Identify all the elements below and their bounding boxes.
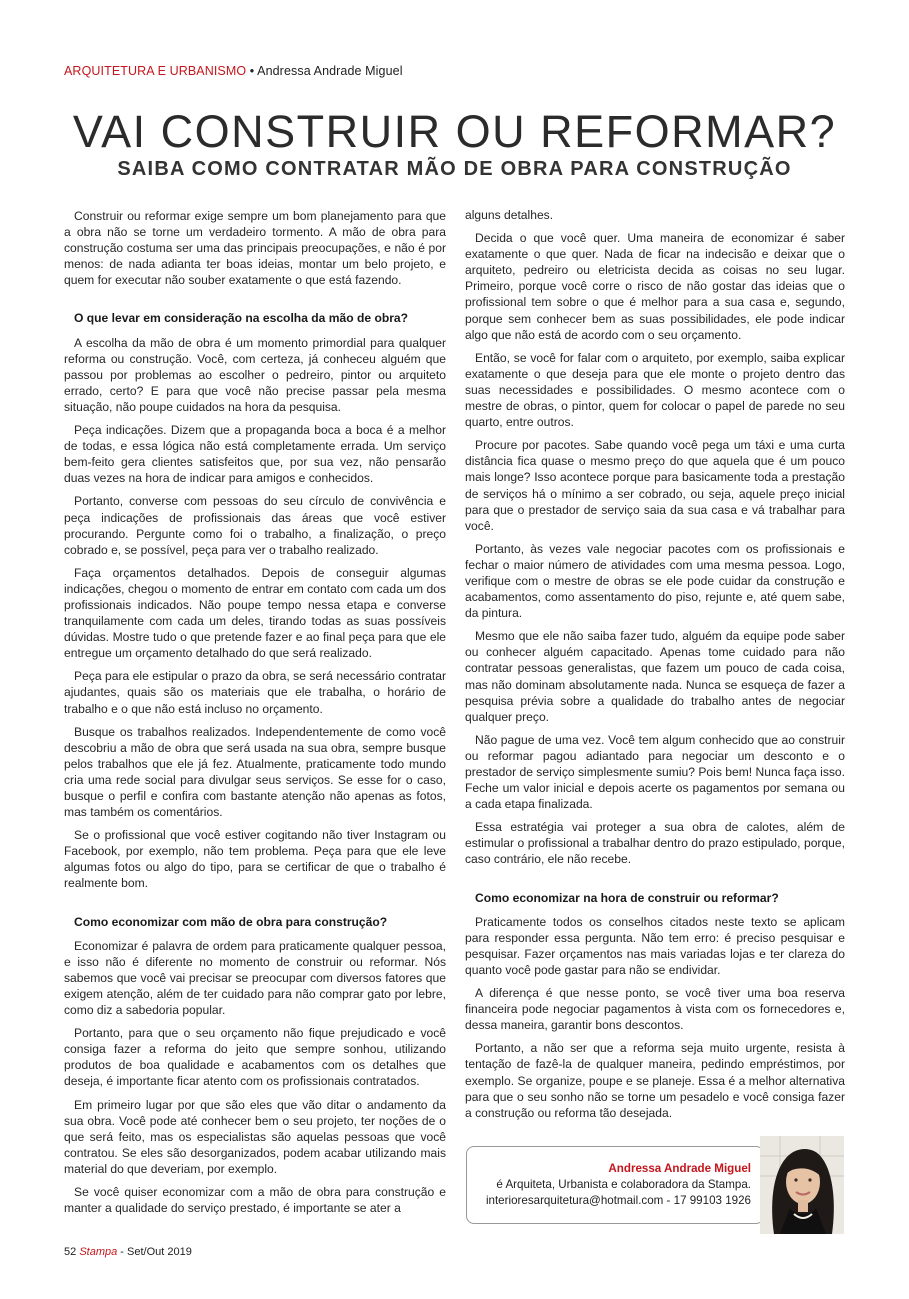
page-number: 52 [64,1246,77,1258]
paragraph: Peça indicações. Dizem que a propaganda boca a boca é a melhor de todas, e essa lógica não está completamente errada. Um serviço bem-feito gera clientes satisfeitos que, por sua vez, não pensarão duas vezes na hora de indicar para amigos e conhecidos. [64,423,446,486]
paragraph: Busque os trabalhos realizados. Independentemente de como você descobriu a mão de obra que será usada na sua obra, sempre busque pelos trabalhos que ele já fez. Atualmente, praticamente todo mundo cria uma rede social para divulgar seus serviços. Se esse for o caso, busque o perfil e confira com bastante atenção não apenas as fotos, mas também os comentários. [64,724,446,820]
article-subtitle: SAIBA COMO CONTRATAR MÃO DE OBRA PARA CONSTRUÇÃO [117,158,792,180]
page-footer [64,1246,192,1258]
paragraph: Essa estratégia vai proteger a sua obra de calotes, além de estimular o profissional a trabalhar dentro do prazo estipulado, porque, caso contrário, ele não recebe. [465,820,845,867]
author-bio-text [486,1161,751,1209]
paragraph: A diferença é que nesse ponto, se você tiver uma boa reserva financeira pode negociar pagamentos à vista com os fornecedores e, dessa maneira, garantir bons descontos. [465,986,845,1033]
left-column [64,208,446,1223]
paragraph: alguns detalhes. [465,208,554,222]
paragraph: Faça orçamentos detalhados. Depois de conseguir algumas indicações, chegou o momento de entrar em contato com cada um dos profissionais indicados. Não poupe tempo nessa etapa e converse tranquilamente com cada um deles, tirando todas as suas possíveis dúvidas. Mostre tudo o que pretende fazer e ao final peça para que ele entregue um orçamento detalhado do que será realizado. [64,565,446,661]
author-contact: interioresarquitetura@hotmail.com - 17 99103 1926 [485,1194,751,1207]
author-name: Andressa Andrade Miguel [608,1162,751,1175]
article-title: VAI CONSTRUIR OU REFORMAR? [72,106,837,157]
paragraph: Em primeiro lugar por que são eles que vão ditar o andamento da sua obra. Você pode até conhecer bem o seu projeto, ter noções de o que será feito, mas os especialistas são aquelas pessoas que você contratou. Se eles são desorganizados, podem acabar utilizando mais material do que deveriam, por exemplo. [64,1097,446,1176]
section-label: ARQUITETURA E URBANISMO [64,64,247,78]
magazine-name: Stampa [79,1246,118,1258]
paragraph: Então, se você for falar com o arquiteto, por exemplo, saiba explicar exatamente o que deseja para que ele monte o projeto dentro das suas necessidades e possibilidades. O mesmo acontece com o mestre de obras, o pintor, quem for colocar o papel de parede no seu quarto, entre outros. [465,350,845,430]
right-column [465,207,845,1128]
paragraph: Construir ou reformar exige sempre um bom planejamento para que a obra não se torne um verdadeiro tormento. A mão de obra para construção costuma ser uma das principais preocupações, e não é por menos: de nada adianta ter boas ideias, montar um belo projeto, e quem for executar não souber exatamente o que está fazendo. [64,209,446,288]
author-bio-box [466,1146,764,1224]
paragraph: Portanto, converse com pessoas do seu círculo de convivência e peça indicações de profissionais das áreas que você estiver procurando. Pergunte como foi o trabalho, a finalização, o preço cobrado e, se possível, peça para ver o trabalho realizado. [64,494,446,557]
author-photo [760,1136,844,1234]
paragraph: Portanto, a não ser que a reforma seja muito urgente, resista à tentação de fazê-la de qualquer maneira, pedindo empréstimos, por exemplo. Se organize, poupe e se planeje. Essa é a melhor alternativa para que o seu sonho não se torne um pesadelo e você consiga fazer a construção ou reforma tão desejada. [465,1041,845,1120]
author-portrait-icon [760,1136,844,1234]
paragraph: Mesmo que ele não saiba fazer tudo, alguém da equipe pode saber ou conhecer alguém capacitado. Apenas tome cuidado para não contratar pessoas generalistas, que fazem um pouco de cada coisa, mas não dominam absolutamente nada. Nunca se esqueça de fazer a pesquisa prévia sobre a qualidade do trabalho antes de negociar qualquer preço. [465,629,845,724]
paragraph: Se o profissional que você estiver cogitando não tiver Instagram ou Facebook, por exemplo, não tem problema. Peça para que ele leve algumas fotos ou algo do tipo, para se certificar de que o trabalho é realmente bom. [64,828,446,891]
paragraph: Decida o que você quer. Uma maneira de economizar é saber exatamente o que quer. Nada de ficar na indecisão e deixar que o arquiteto, pedreiro ou eletricista decida as coisas no seu lugar. Primeiro, porque você corre o risco de não gostar das ideias que o profissional tem sobre o que é melhor para a sua casa e, segundo, porque sem conhecer bem as suas possibilidades, ele pode indicar algo que não está de acordo com o seu orçamento. [465,231,845,342]
header-separator: • [249,64,255,78]
header-author: Andressa Andrade Miguel [257,64,403,78]
author-role: é Arquiteta, Urbanista e colaboradora da Stampa. [496,1178,751,1191]
paragraph: Portanto, para que o seu orçamento não fique prejudicado e você consiga fazer a reforma do jeito que sempre sonhou, utilizando produtos de boa qualidade e acabamentos com os detalhes que deseja, é importante ficar atento com os profissionais contratados. [64,1026,446,1089]
paragraph: Procure por pacotes. Sabe quando você pega um táxi e uma curta distância fica quase o mesmo preço do que aquela que é um pouco mais longe? Isso acontece porque para basicamente toda a prestação de serviços há o mínimo a ser cobrado, ou seja, aquele preço inicial para que o prestador de serviço saia da sua casa e vá trabalhar para você. [465,438,845,533]
article-header [64,64,403,78]
paragraph: Portanto, às vezes vale negociar pacotes com os profissionais e fechar o maior número de atividades com uma mesma pessoa. Logo, verifique com o mestre de obras se ele pode cuidar da construção e acabamentos, como assentamento do piso, rejunte e, até quem sabe, da pintura. [465,541,845,621]
issue-date: - Set/Out 2019 [120,1246,192,1258]
paragraph: Se você quiser economizar com a mão de obra para construção e manter a qualidade do serviço prestado, é importante se ater a [64,1184,446,1216]
paragraph: Praticamente todos os conselhos citados neste texto se aplicam para responder essa pergunta. Não tem erro: é preciso pesquisar e pesquisar. Fazer orçamentos nas mais variadas lojas e ter clareza do quanto você pode gastar para não se endividar. [465,914,845,977]
section-heading: Como economizar na hora de construir ou reformar? [475,890,779,905]
paragraph: Peça para ele estipular o prazo da obra, se será necessário contratar ajudantes, quais são os materiais que ele trabalha, o horário de trabalho e o que não está incluso no orçamento. [64,669,446,716]
paragraph: A escolha da mão de obra é um momento primordial para qualquer reforma ou construção. Você, com certeza, já conheceu alguém que passou por problemas ao escolher o pedreiro, pintor ou arquiteto errado, certo? E para que você não precise passar pela mesma situação, não poupe cuidados na hora da pesquisa. [64,335,446,414]
section-heading: O que levar em consideração na escolha da mão de obra? [74,311,409,326]
paragraph: Não pague de uma vez. Você tem algum conhecido que ao construir ou reformar pagou adiantado para negociar um desconto e o prestador de serviço simplesmente sumiu? Pois bem! Nunca faça isso. Feche um valor inicial e depois acerte os pagamentos por semana ou a cada etapa finalizada. [465,732,845,812]
paragraph: Economizar é palavra de ordem para praticamente qualquer pessoa, e isso não é diferente no momento de construir ou reformar. Nós sabemos que você vai precisar se preocupar com diversos fatores que exigem atenção, além de ter cuidado para não comprar gato por lebre, como diz a sabedoria popular. [64,938,446,1018]
section-heading: Como economizar com mão de obra para construção? [74,914,388,929]
